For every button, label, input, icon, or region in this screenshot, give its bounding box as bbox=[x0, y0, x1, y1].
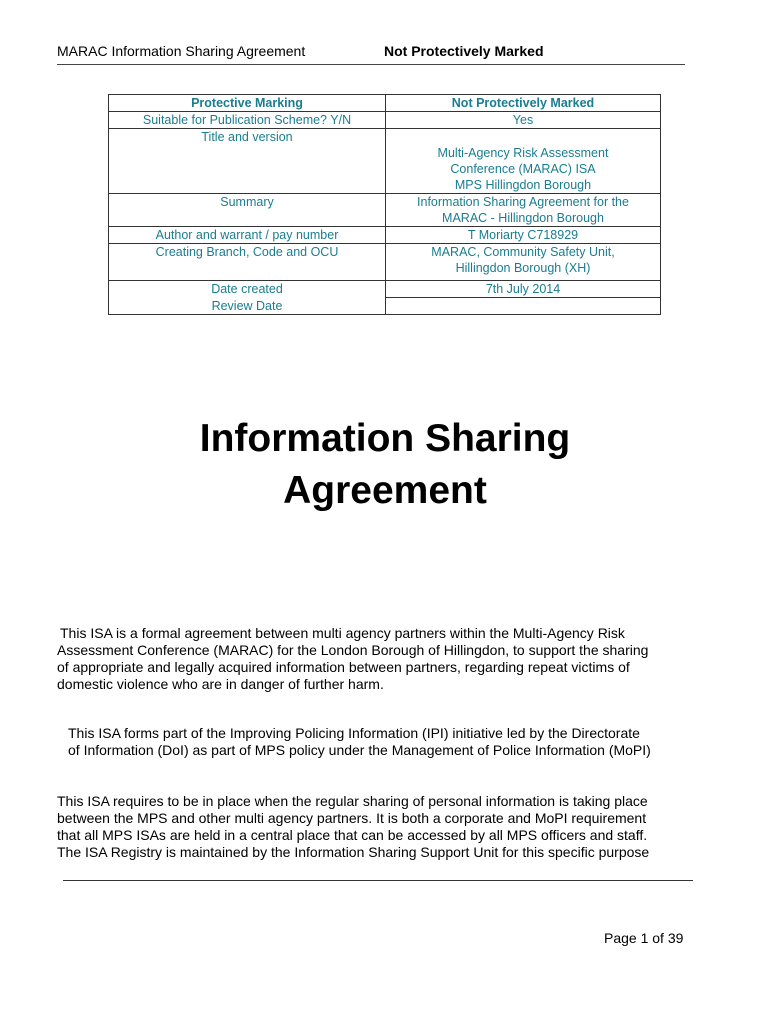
header-protective-marking: Not Protectively Marked bbox=[384, 43, 544, 59]
paragraph-line: between the MPS and other multi agency partners. It is both a corporate and MoPI requirement bbox=[57, 810, 647, 826]
document-title-line: Agreement bbox=[283, 469, 487, 512]
metadata-value: 7th July 2014 bbox=[386, 281, 661, 298]
table-row bbox=[109, 112, 661, 129]
metadata-value-line: Hillingdon Borough (XH) bbox=[455, 261, 591, 275]
metadata-label: Title and version bbox=[109, 129, 386, 194]
table-row bbox=[109, 129, 661, 194]
page-number: Page 1 of 39 bbox=[604, 930, 684, 946]
metadata-label: Protective Marking bbox=[109, 95, 386, 112]
footer-divider bbox=[63, 880, 693, 881]
intro-paragraph bbox=[57, 625, 648, 693]
paragraph-line: This ISA forms part of the Improving Policing Information (IPI) initiative led by the Directorate bbox=[68, 725, 640, 741]
paragraph-line: that all MPS ISAs are held in a central place that can be accessed by all MPS officers and staff. bbox=[57, 827, 648, 843]
metadata-value-line: MPS Hillingdon Borough bbox=[454, 178, 592, 192]
paragraph-line: This ISA is a formal agreement between multi agency partners within the Multi-Agency Risk bbox=[60, 625, 625, 641]
table-row bbox=[109, 298, 661, 315]
table-row bbox=[109, 95, 661, 112]
metadata-value-line: MARAC - Hillingdon Borough bbox=[442, 211, 604, 225]
metadata-label: Date created bbox=[109, 281, 386, 298]
metadata-value bbox=[386, 129, 661, 194]
table-row bbox=[109, 281, 661, 298]
document-metadata-table bbox=[108, 94, 661, 315]
header-divider bbox=[57, 64, 685, 65]
metadata-value-line bbox=[390, 129, 656, 145]
metadata-value-line: Conference (MARAC) ISA bbox=[450, 162, 596, 176]
table-row bbox=[109, 244, 661, 281]
metadata-value-line: MARAC, Community Safety Unit, bbox=[431, 245, 615, 259]
metadata-label: Review Date bbox=[109, 298, 386, 315]
metadata-label: Author and warrant / pay number bbox=[109, 227, 386, 244]
paragraph-line: The ISA Registry is maintained by the Information Sharing Support Unit for this specific purpose bbox=[57, 844, 650, 860]
metadata-value: Yes bbox=[386, 112, 661, 129]
metadata-value: Not Protectively Marked bbox=[386, 95, 661, 112]
document-title-line: Information Sharing bbox=[199, 417, 571, 460]
table-row bbox=[109, 194, 661, 227]
paragraph-line: of Information (DoI) as part of MPS policy under the Management of Police Information (MoPI) bbox=[68, 742, 651, 758]
metadata-value bbox=[386, 244, 661, 281]
ipi-paragraph bbox=[68, 725, 651, 759]
metadata-value-line: Multi-Agency Risk Assessment bbox=[437, 146, 609, 160]
paragraph-line: of appropriate and legally acquired information between partners, regarding repeat victims of bbox=[57, 659, 630, 675]
table-row bbox=[109, 227, 661, 244]
header-document-name: MARAC Information Sharing Agreement bbox=[57, 43, 306, 59]
metadata-value bbox=[386, 298, 661, 315]
metadata-label: Summary bbox=[109, 194, 386, 227]
metadata-value-line: Information Sharing Agreement for the bbox=[417, 195, 629, 209]
document-title bbox=[0, 413, 770, 517]
metadata-label: Suitable for Publication Scheme? Y/N bbox=[109, 112, 386, 129]
paragraph-line: domestic violence who are in danger of further harm. bbox=[57, 676, 384, 692]
paragraph-line: Assessment Conference (MARAC) for the London Borough of Hillingdon, to support the sharing bbox=[57, 642, 649, 658]
registry-paragraph bbox=[57, 793, 649, 861]
paragraph-line: This ISA requires to be in place when the regular sharing of personal information is taking place bbox=[57, 793, 648, 809]
metadata-label: Creating Branch, Code and OCU bbox=[109, 244, 386, 281]
metadata-value: T Moriarty C718929 bbox=[386, 227, 661, 244]
metadata-value bbox=[386, 194, 661, 227]
